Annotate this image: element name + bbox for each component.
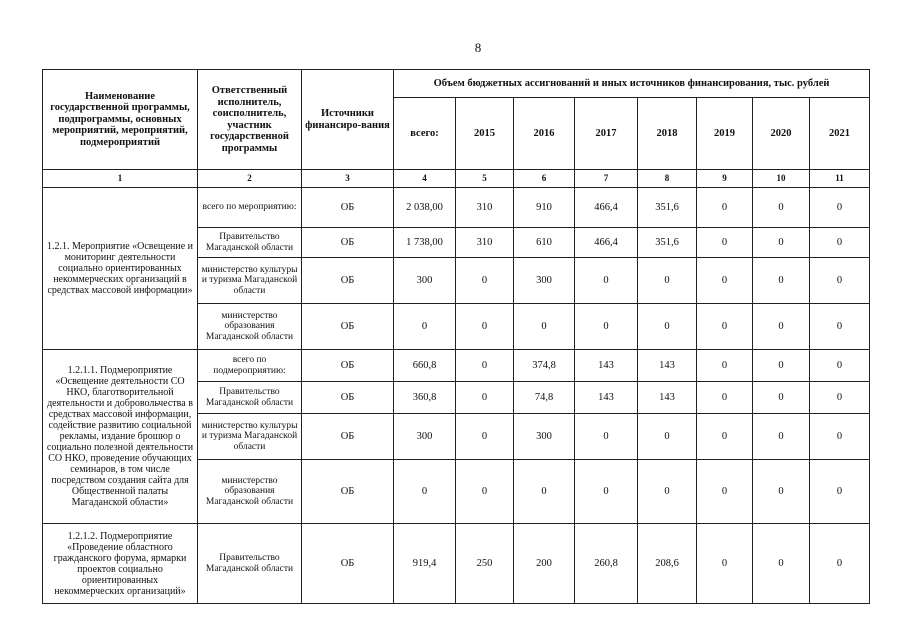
total-cell: 0 xyxy=(394,460,456,524)
year-value-cell: 0 xyxy=(753,350,810,382)
year-value-cell: 0 xyxy=(810,304,870,350)
year-value-cell: 0 xyxy=(697,228,753,258)
year-value-cell: 0 xyxy=(638,414,697,460)
column-number: 11 xyxy=(810,170,870,188)
column-number: 1 xyxy=(43,170,198,188)
year-value-cell: 0 xyxy=(697,188,753,228)
year-value-cell: 310 xyxy=(456,228,514,258)
responsible-cell: всего по подмероприятию: xyxy=(198,350,302,382)
year-value-cell: 0 xyxy=(456,414,514,460)
year-value-cell: 0 xyxy=(810,188,870,228)
year-value-cell: 610 xyxy=(514,228,575,258)
year-value-cell: 0 xyxy=(697,524,753,604)
total-cell: 0 xyxy=(394,304,456,350)
header-year: 2019 xyxy=(697,98,753,170)
responsible-cell: министерство культуры и туризма Магаданской области xyxy=(198,258,302,304)
year-value-cell: 910 xyxy=(514,188,575,228)
year-value-cell: 0 xyxy=(810,350,870,382)
total-cell: 1 738,00 xyxy=(394,228,456,258)
year-value-cell: 0 xyxy=(810,524,870,604)
source-cell: ОБ xyxy=(302,414,394,460)
source-cell: ОБ xyxy=(302,188,394,228)
year-value-cell: 0 xyxy=(810,228,870,258)
page-number: 8 xyxy=(474,40,482,55)
header-budget: Объем бюджетных ассигнований и иных источников финансирования, тыс. рублей xyxy=(394,70,870,98)
responsible-cell: министерство культуры и туризма Магаданской области xyxy=(198,414,302,460)
table-row xyxy=(43,188,870,228)
year-value-cell: 0 xyxy=(575,414,638,460)
column-number-row xyxy=(43,170,870,188)
year-value-cell: 0 xyxy=(638,460,697,524)
year-value-cell: 351,6 xyxy=(638,188,697,228)
year-value-cell: 0 xyxy=(753,524,810,604)
responsible-cell: министерство образования Магаданской области xyxy=(198,304,302,350)
year-value-cell: 0 xyxy=(697,350,753,382)
year-value-cell: 0 xyxy=(575,258,638,304)
year-value-cell: 0 xyxy=(456,258,514,304)
column-number: 9 xyxy=(697,170,753,188)
source-cell: ОБ xyxy=(302,304,394,350)
total-cell: 2 038,00 xyxy=(394,188,456,228)
year-value-cell: 0 xyxy=(810,414,870,460)
column-number: 10 xyxy=(753,170,810,188)
total-cell: 660,8 xyxy=(394,350,456,382)
year-value-cell: 310 xyxy=(456,188,514,228)
responsible-cell: Правительство Магаданской области xyxy=(198,382,302,414)
total-cell: 360,8 xyxy=(394,382,456,414)
year-value-cell: 0 xyxy=(456,382,514,414)
responsible-cell: министерство образования Магаданской области xyxy=(198,460,302,524)
program-name-cell: 1.2.1. Мероприятие «Освещение и мониторинг деятельности социально ориентированных некоммерческих организаций в средствах массовой информации» xyxy=(43,188,198,350)
column-number: 5 xyxy=(456,170,514,188)
year-value-cell: 300 xyxy=(514,258,575,304)
year-value-cell: 0 xyxy=(575,460,638,524)
responsible-cell: всего по мероприятию: xyxy=(198,188,302,228)
year-value-cell: 0 xyxy=(514,460,575,524)
table-row xyxy=(43,524,870,604)
year-value-cell: 0 xyxy=(638,304,697,350)
source-cell: ОБ xyxy=(302,382,394,414)
header-responsible: Ответственный исполнитель, соисполнитель, участник государственной программы xyxy=(198,70,302,170)
year-value-cell: 143 xyxy=(638,382,697,414)
year-value-cell: 0 xyxy=(753,414,810,460)
header-year: 2021 xyxy=(810,98,870,170)
year-value-cell: 0 xyxy=(810,258,870,304)
year-value-cell: 74,8 xyxy=(514,382,575,414)
responsible-cell: Правительство Магаданской области xyxy=(198,524,302,604)
year-value-cell: 0 xyxy=(456,304,514,350)
year-value-cell: 250 xyxy=(456,524,514,604)
year-value-cell: 0 xyxy=(753,460,810,524)
year-value-cell: 466,4 xyxy=(575,188,638,228)
source-cell: ОБ xyxy=(302,460,394,524)
year-value-cell: 0 xyxy=(697,304,753,350)
year-value-cell: 0 xyxy=(810,460,870,524)
year-value-cell: 0 xyxy=(753,258,810,304)
source-cell: ОБ xyxy=(302,258,394,304)
budget-table xyxy=(42,69,870,604)
total-cell: 300 xyxy=(394,414,456,460)
year-value-cell: 0 xyxy=(753,382,810,414)
year-value-cell: 0 xyxy=(810,382,870,414)
header-year: 2017 xyxy=(575,98,638,170)
year-value-cell: 0 xyxy=(753,188,810,228)
year-value-cell: 300 xyxy=(514,414,575,460)
header-source: Источники финансиро-вания xyxy=(302,70,394,170)
header-name: Наименование государственной программы, подпрограммы, основных мероприятий, мероприятий, подмероприятий xyxy=(43,70,198,170)
header-year: 2018 xyxy=(638,98,697,170)
year-value-cell: 351,6 xyxy=(638,228,697,258)
year-value-cell: 0 xyxy=(753,228,810,258)
column-number: 6 xyxy=(514,170,575,188)
year-value-cell: 0 xyxy=(575,304,638,350)
year-value-cell: 466,4 xyxy=(575,228,638,258)
year-value-cell: 260,8 xyxy=(575,524,638,604)
total-cell: 300 xyxy=(394,258,456,304)
year-value-cell: 0 xyxy=(697,460,753,524)
year-value-cell: 0 xyxy=(638,258,697,304)
year-value-cell: 0 xyxy=(456,460,514,524)
source-cell: ОБ xyxy=(302,350,394,382)
source-cell: ОБ xyxy=(302,524,394,604)
header-year: 2015 xyxy=(456,98,514,170)
column-number: 3 xyxy=(302,170,394,188)
column-number: 2 xyxy=(198,170,302,188)
year-value-cell: 208,6 xyxy=(638,524,697,604)
column-number: 4 xyxy=(394,170,456,188)
year-value-cell: 143 xyxy=(575,382,638,414)
year-value-cell: 0 xyxy=(697,382,753,414)
year-value-cell: 143 xyxy=(575,350,638,382)
year-value-cell: 374,8 xyxy=(514,350,575,382)
program-name-cell: 1.2.1.2. Подмероприятие «Проведение областного гражданского форума, ярмарки проектов социально ориентированных некоммерческих организаций» xyxy=(43,524,198,604)
year-value-cell: 0 xyxy=(456,350,514,382)
header-year: 2016 xyxy=(514,98,575,170)
year-value-cell: 200 xyxy=(514,524,575,604)
year-value-cell: 0 xyxy=(697,414,753,460)
header-year: 2020 xyxy=(753,98,810,170)
year-value-cell: 143 xyxy=(638,350,697,382)
header-total: всего: xyxy=(394,98,456,170)
year-value-cell: 0 xyxy=(697,258,753,304)
source-cell: ОБ xyxy=(302,228,394,258)
program-name-cell: 1.2.1.1. Подмероприятие «Освещение деятельности СО НКО, благотворительной деятельности и добровольчества в средствах массовой информации, содействие развитию социальной рекламы, издание брошюр о социально полезной деятельности СО НКО, проведение обучающих семинаров, в том числе посредством создания сайта для Общественной палаты Магаданской области» xyxy=(43,350,198,524)
table-body xyxy=(43,188,870,604)
column-number: 7 xyxy=(575,170,638,188)
year-value-cell: 0 xyxy=(514,304,575,350)
responsible-cell: Правительство Магаданской области xyxy=(198,228,302,258)
total-cell: 919,4 xyxy=(394,524,456,604)
column-number: 8 xyxy=(638,170,697,188)
year-value-cell: 0 xyxy=(753,304,810,350)
table-row xyxy=(43,350,870,382)
